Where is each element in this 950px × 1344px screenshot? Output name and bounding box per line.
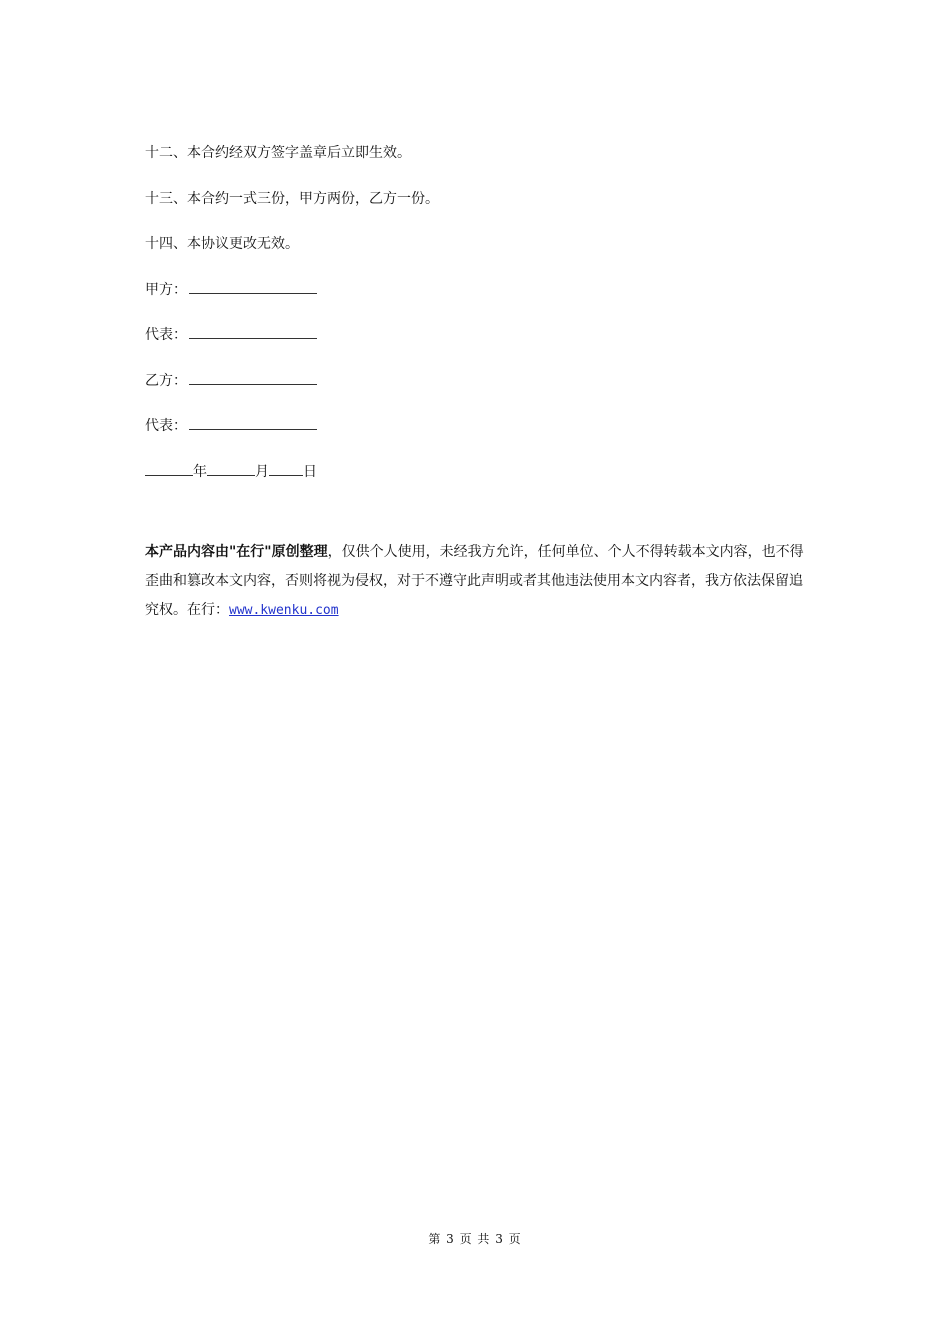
clause-13: 十三、本合约一式三份，甲方两份，乙方一份。 <box>145 190 439 207</box>
notice-bold: 本产品内容由"在行"原创整理 <box>145 544 328 560</box>
month-blank <box>207 459 255 476</box>
page-footer: 第 3 页 共 3 页 <box>428 1232 522 1246</box>
signature-blank <box>189 368 317 385</box>
copyright-notice <box>145 538 805 625</box>
signature-blank <box>189 322 317 339</box>
signature-blank <box>189 277 317 294</box>
signature-label: 乙方： <box>145 372 187 389</box>
day-blank <box>269 459 303 476</box>
month-label: 月 <box>255 463 269 480</box>
signature-blank <box>189 413 317 430</box>
date-line <box>145 459 805 485</box>
signature-party-b <box>145 368 805 394</box>
notice-text: ，仅供个人使用，未经我方允许，任何单位、个人不得转载本文内容，也不得歪曲和篡改本文内容，否则将视为侵权，对于不遵守此声明或者其他违法使用本文内容者，我方依法保留追究权。在行： <box>145 544 804 618</box>
year-blank <box>145 459 193 476</box>
clause-12: 十二、本合约经双方签字盖章后立即生效。 <box>145 145 411 161</box>
signature-label: 代表： <box>145 418 187 434</box>
signature-representative-a <box>145 322 805 348</box>
signature-label: 代表： <box>145 327 187 343</box>
year-label: 年 <box>193 463 207 480</box>
contract-body <box>145 140 805 504</box>
signature-party-a <box>145 277 805 303</box>
signature-representative-b <box>145 413 805 439</box>
kwenku-link[interactable]: www.kwenku.com <box>229 603 339 618</box>
signature-label: 甲方： <box>145 281 187 298</box>
clause-14: 十四、本协议更改无效。 <box>145 236 299 252</box>
day-label: 日 <box>303 463 317 480</box>
